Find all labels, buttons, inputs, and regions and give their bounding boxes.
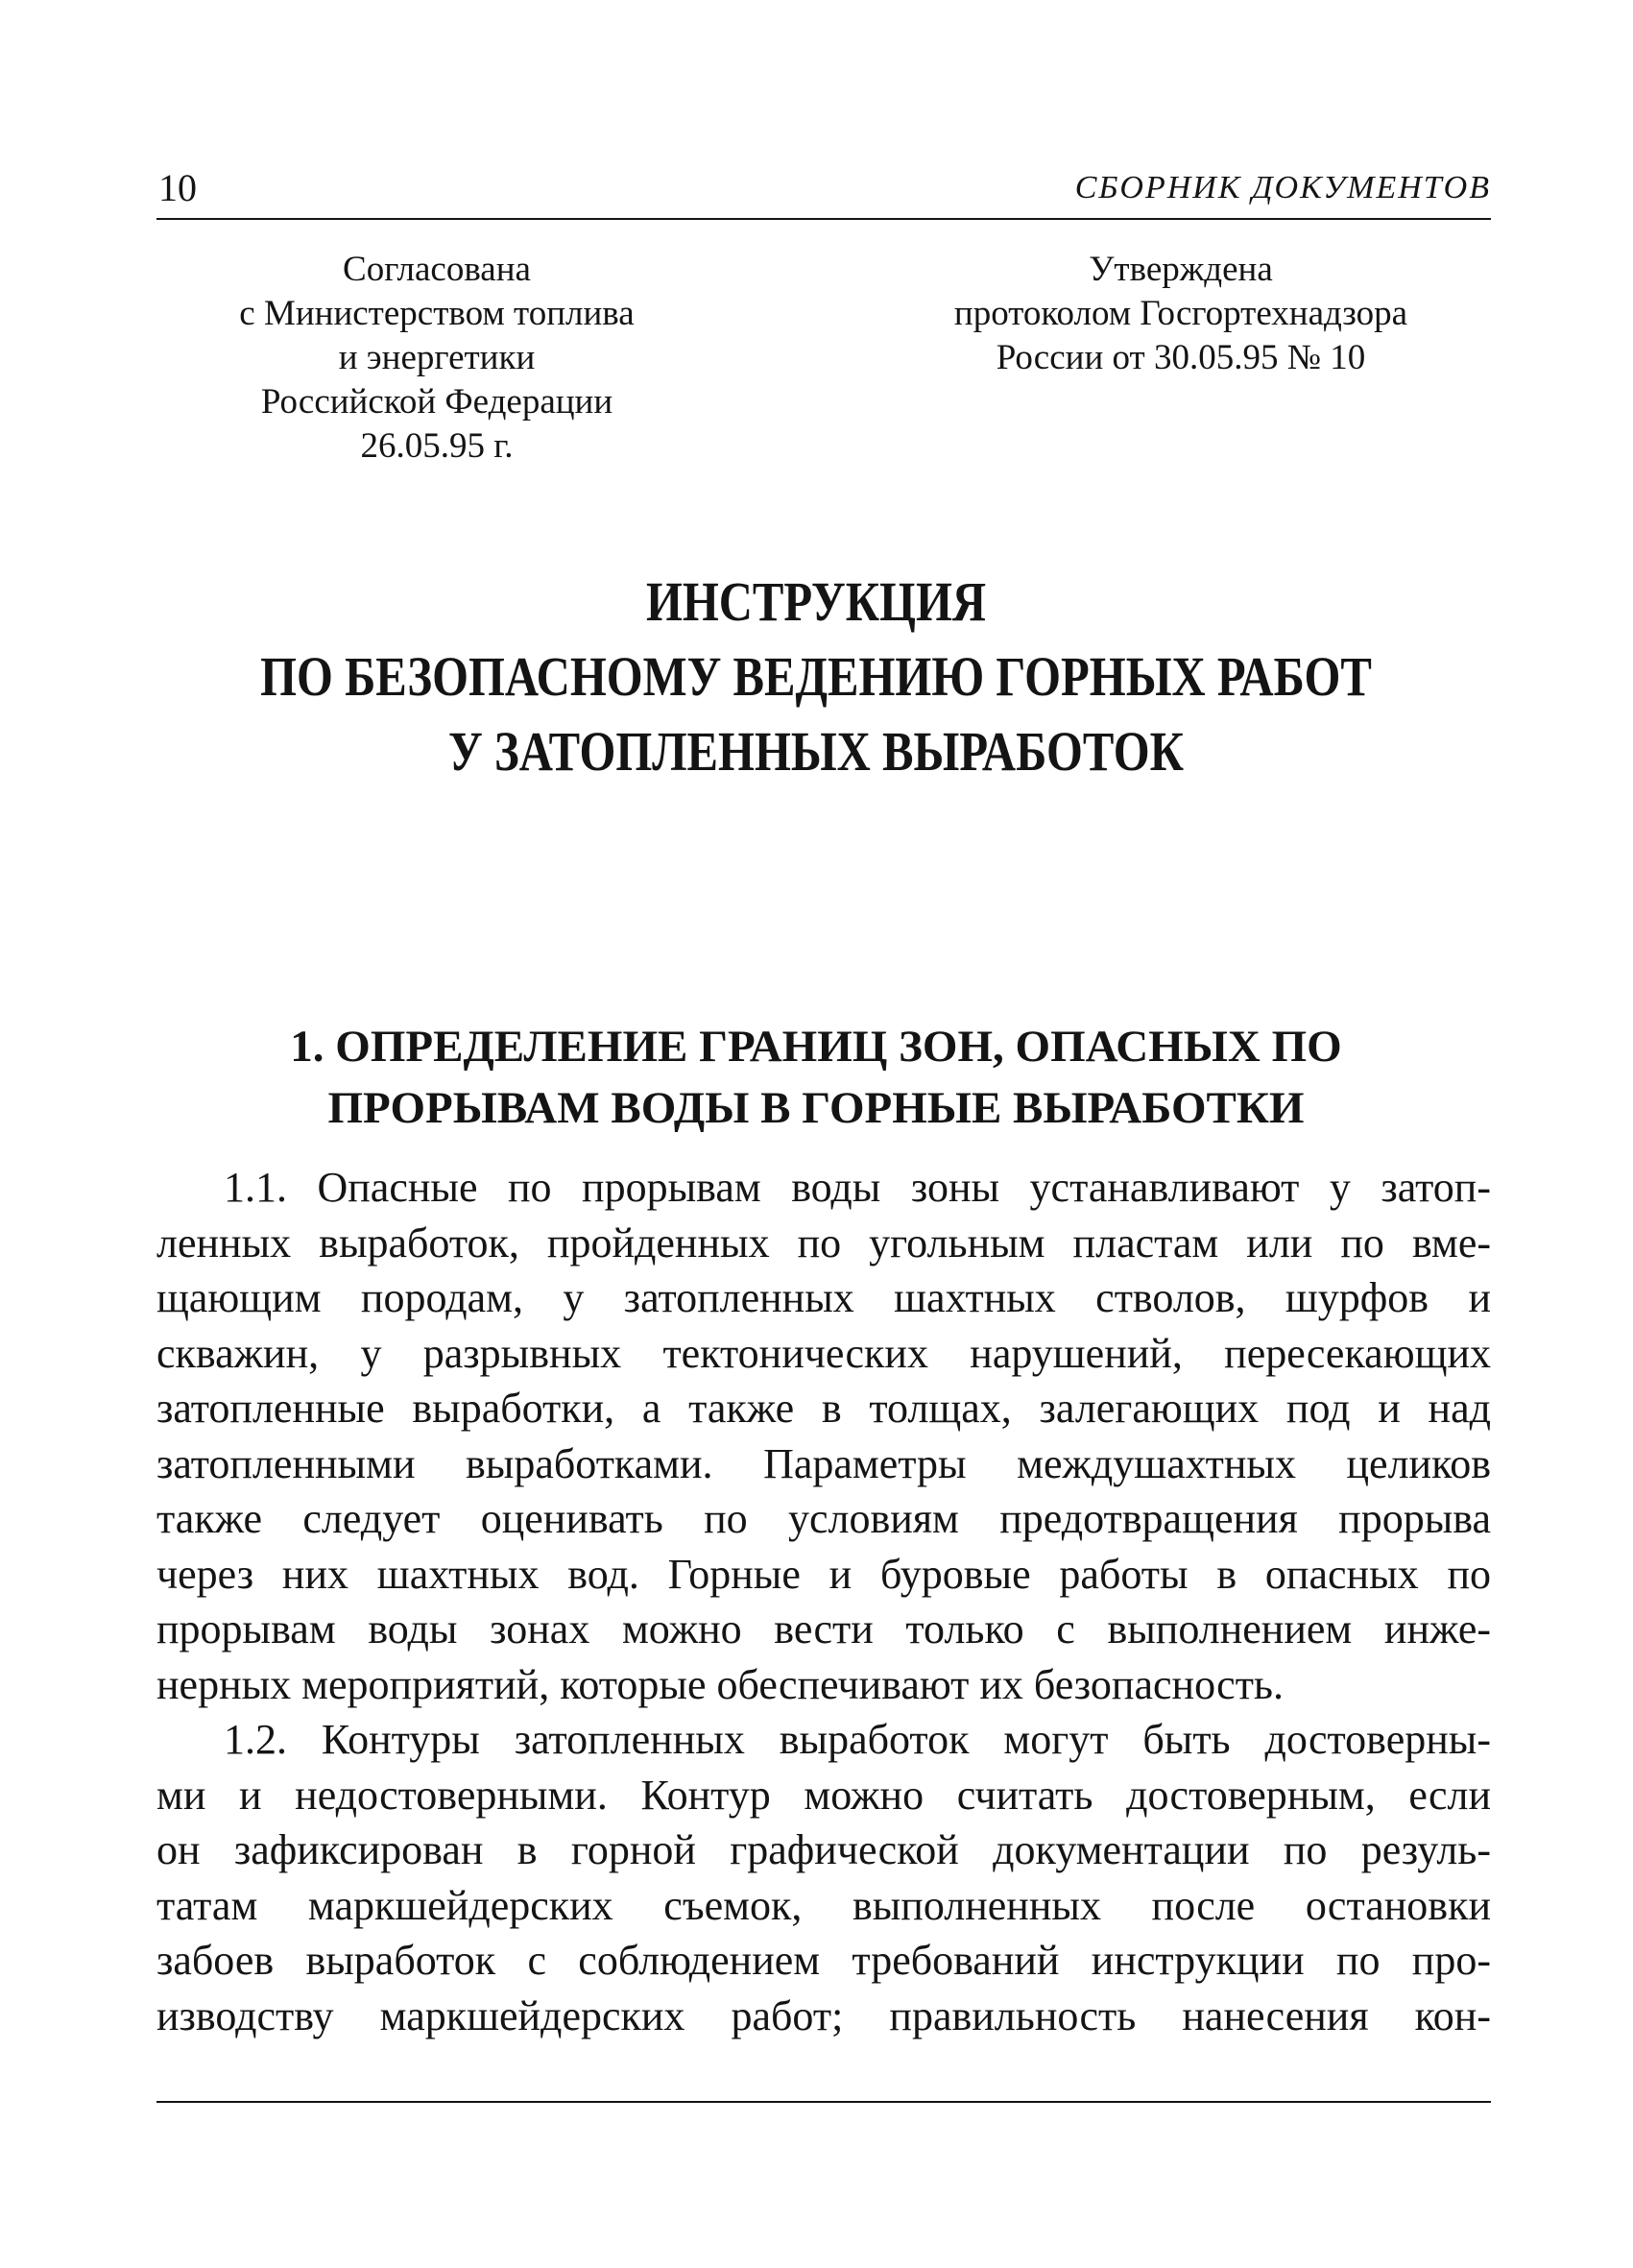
- approval-line: Российской Федерации: [260, 382, 613, 422]
- paragraph-line: 1.2. Контуры затопленных выработок могут быть достоверны-: [224, 1716, 1491, 1763]
- approval-block-approved: [926, 248, 1435, 380]
- approval-block-agreed: [197, 248, 677, 469]
- page-number: 10: [158, 166, 197, 209]
- running-title: СБОРНИК ДОКУМЕНТОВ: [1074, 170, 1491, 205]
- footer-divider: [156, 2101, 1491, 2103]
- paragraph-line: нерных мероприятий, которые обеспечивают их безопасность.: [156, 1660, 1284, 1708]
- paragraph-line: щающим породам, у затопленных шахтных стволов, шурфов и: [156, 1274, 1491, 1321]
- title-line: У ЗАТОПЛЕННЫХ ВЫРАБОТОК: [448, 720, 1184, 783]
- approval-date: 26.05.95 г.: [360, 426, 514, 466]
- header-divider: [156, 218, 1491, 220]
- approval-line: Согласована: [343, 250, 531, 289]
- section-heading: [144, 1016, 1488, 1139]
- paragraph-line: 1.1. Опасные по прорывам воды зоны устанавливают у затоп-: [224, 1164, 1491, 1211]
- section-heading-line: ПРОРЫВАМ ВОДЫ В ГОРНЫЕ ВЫРАБОТКИ: [327, 1083, 1305, 1133]
- paragraph-line: через них шахтных вод. Горные и буровые работы в опасных по: [156, 1550, 1491, 1598]
- paragraph-line: скважин, у разрывных тектонических нарушений, пересекающих: [156, 1329, 1491, 1377]
- section-heading-line: 1. ОПРЕДЕЛЕНИЕ ГРАНИЦ ЗОН, ОПАСНЫХ ПО: [290, 1022, 1342, 1072]
- approval-line: с Министерством топлива: [239, 294, 635, 333]
- approval-line: протоколом Госгортехнадзора: [953, 294, 1408, 333]
- paragraph-line: забоев выработок с соблюдением требований инструкции по про-: [156, 1937, 1491, 1984]
- title-line: ИНСТРУКЦИЯ: [645, 570, 987, 633]
- paragraph-line: он зафиксирован в горной графической документации по резуль-: [156, 1826, 1491, 1873]
- paragraph-line: ми и недостоверными. Контур можно считать достоверным, если: [156, 1771, 1491, 1819]
- paragraph-1-1: [156, 1160, 1491, 1712]
- title-line: ПО БЕЗОПАСНОМУ ВЕДЕНИЮ ГОРНЫХ РАБОТ: [260, 645, 1372, 708]
- approval-line: и энергетики: [338, 338, 536, 377]
- paragraph-line: татам маркшейдерских съемок, выполненных после остановки: [156, 1881, 1491, 1929]
- paragraph-line: затопленные выработки, а также в толщах, залегающих под и над: [156, 1385, 1491, 1432]
- paragraph-1-2: [156, 1712, 1491, 2043]
- paragraph-line: прорывам воды зонах можно вести только с выполнением инже-: [156, 1605, 1491, 1653]
- paragraph-line: также следует оценивать по условиям предотвращения прорыва: [156, 1495, 1491, 1542]
- paragraph-line: затопленными выработками. Параметры междушахтных целиков: [156, 1439, 1491, 1487]
- paragraph-line: ленных выработок, пройденных по угольным пластам или по вме-: [156, 1218, 1491, 1267]
- page-header: [156, 163, 1491, 221]
- approval-line: Утверждена: [1089, 250, 1273, 289]
- approval-protocol: России от 30.05.95 № 10: [996, 338, 1366, 377]
- paragraph-line: изводству маркшейдерских работ; правильность нанесения кон-: [156, 1991, 1491, 2039]
- document-title: [252, 565, 1381, 789]
- section-body: [156, 1160, 1491, 2043]
